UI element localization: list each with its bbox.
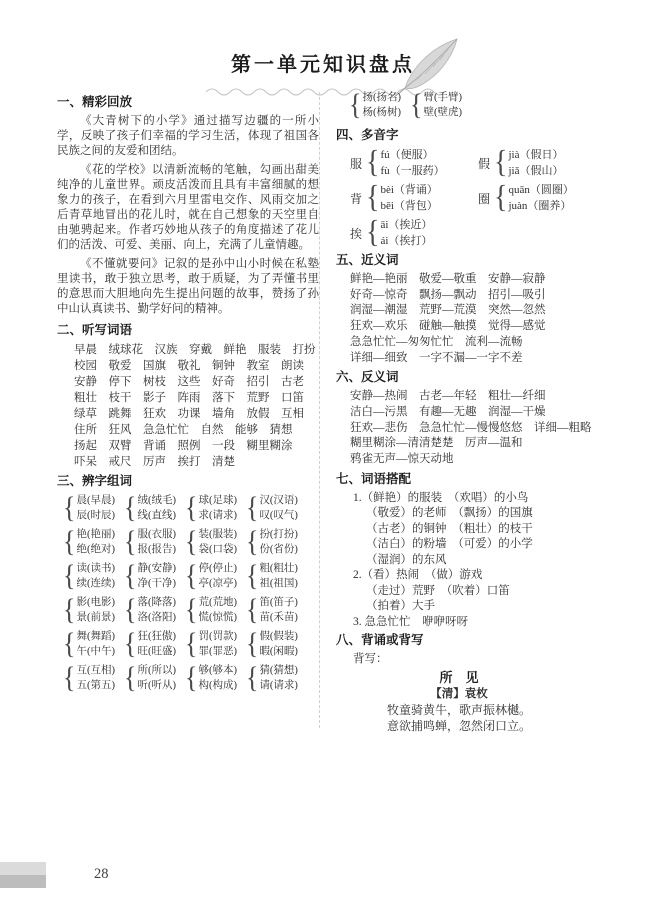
brace-icon: { [123, 593, 137, 626]
char-group [185, 663, 237, 693]
synonym-line: 急急忙忙—匆匆忙忙 流利—流畅 [350, 335, 523, 348]
column-divider [319, 92, 320, 728]
dictation-line: 扬起 双臂 背诵 照例 一段 糊里糊涂 [74, 440, 293, 452]
synonym-line: 详细—细致 一字不漏—一字不差 [350, 351, 523, 364]
char-entry: 亭(凉亭) [198, 578, 237, 589]
char-entry: 求(请求) [198, 510, 237, 521]
brace-icon: { [494, 180, 508, 215]
poem-lines [336, 702, 582, 734]
brace-icon: { [245, 525, 259, 558]
page-number: 28 [94, 866, 109, 882]
char-group [124, 561, 176, 591]
brace-icon: { [494, 145, 508, 180]
synonym-line: 狂欢—欢乐 碰触—触摸 觉得—感觉 [350, 320, 546, 333]
char-entry: 笛(笛子) [259, 597, 298, 608]
dictation-line: 绿草 跳舞 狂欢 功课 墙角 放假 互相 [74, 408, 304, 420]
polyphone-group [350, 182, 478, 214]
polyphone-reading: jià（假日） [508, 149, 564, 161]
dictation-line: 早晨 绒球花 汉族 穿戴 鲜艳 服装 打扮 [74, 344, 316, 356]
char-group [124, 493, 176, 523]
char-group [246, 561, 298, 591]
char-entry: 罪(罪恶) [198, 646, 237, 657]
char-group-entries [259, 561, 298, 591]
char-entry: 落(降落) [137, 597, 176, 608]
collocation-line: 1.（鲜艳）的服装 （欢唱）的小鸟 [353, 491, 529, 504]
char-entry: 叹(叹气) [259, 510, 298, 521]
brace-icon: { [63, 491, 76, 524]
brace-icon: { [63, 593, 76, 626]
char-entry: 构(构成) [198, 680, 237, 691]
brace-icon: { [123, 559, 137, 592]
char-group-entries [259, 629, 298, 659]
char-group-entries [259, 595, 298, 625]
antonym-list [336, 389, 612, 468]
char-entry: 假(假装) [259, 631, 298, 642]
char-group-row [63, 663, 319, 693]
char-group-entries [259, 493, 298, 523]
char-entry: 停(停止) [198, 563, 237, 574]
char-group-entries [137, 527, 176, 557]
polyphone-char: 背 [350, 191, 363, 206]
char-group [185, 561, 237, 591]
char-entry: 袋(口袋) [198, 544, 237, 555]
char-entry: 服(衣服) [137, 529, 176, 540]
brace-icon: { [184, 491, 198, 524]
polyphone-readings [380, 147, 444, 179]
brace-icon: { [366, 145, 380, 180]
char-group-entries [259, 663, 298, 693]
polyphone-group [478, 182, 574, 214]
brace-icon: { [409, 88, 423, 121]
char-entry: 续(连续) [76, 578, 115, 589]
brace-icon: { [123, 491, 137, 524]
char-entry: 静(安静) [137, 563, 176, 574]
char-entry: 份(省份) [259, 544, 298, 555]
brace-icon: { [184, 661, 198, 694]
brace-icon: { [123, 661, 137, 694]
char-entry: 互(互相) [76, 665, 115, 676]
page-title: 第一单元知识盘点 [231, 54, 415, 76]
collocation-line: （敬爱）的老师 （飘扬）的国旗 [366, 507, 533, 520]
char-group-entries [76, 561, 115, 591]
polyphone-reading: juàn（圈养） [508, 200, 572, 212]
section-heading-dictation: 二、听写词语 [57, 323, 133, 337]
char-group [63, 595, 115, 625]
polyphone-reading: āi（挨近） [380, 219, 433, 231]
collocation-line: （洁白）的粉墙 （可爱）的小学 [366, 538, 533, 551]
section-heading-collocations: 七、词语搭配 [336, 471, 412, 486]
char-entry: 祖(祖国) [259, 578, 298, 589]
polyphone-group [478, 147, 563, 179]
dictation-line: 校园 敬爱 国旗 敬礼 铜钟 教室 朗读 [74, 360, 304, 372]
antonym-line: 鸦雀无声—惊天动地 [350, 453, 454, 466]
polyphone-row [350, 147, 612, 179]
char-entry: 汉(汉语) [259, 495, 298, 506]
polyphone-row [350, 182, 612, 214]
polyphone-readings [380, 182, 437, 214]
dictation-word-list [57, 342, 319, 470]
char-group [185, 595, 237, 625]
polyphone-group [350, 147, 478, 179]
char-entry: 暇(闲暇) [259, 646, 298, 657]
section-heading-char-groups: 三、辨字组词 [57, 474, 133, 488]
char-entry: 线(直线) [137, 510, 176, 521]
dictation-line: 安静 停下 树枝 这些 好奇 招引 古老 [74, 376, 304, 388]
char-entry: 晨(早晨) [76, 495, 115, 506]
char-group-entries [76, 663, 115, 693]
brace-icon: { [184, 627, 198, 660]
brace-icon: { [245, 627, 259, 660]
char-group-entries [76, 629, 115, 659]
char-group-entries [198, 493, 237, 523]
section-heading-polyphones: 四、多音字 [336, 128, 399, 142]
collocation-line: 2.（看）热闹 （做）游戏 [353, 569, 483, 582]
polyphone-reading: quān（圆圈） [508, 184, 574, 196]
char-group-entries [137, 595, 176, 625]
section-heading-synonyms: 五、近义词 [336, 253, 399, 267]
collocation-list [336, 491, 612, 631]
char-entry: 球(足球) [198, 495, 237, 506]
char-entry: 猜(猜想) [259, 665, 298, 676]
char-entry: 报(报告) [137, 544, 176, 555]
char-entry: 艳(艳丽) [76, 529, 115, 540]
char-group-entries [137, 493, 176, 523]
char-group [185, 629, 237, 659]
char-entry: 舞(舞蹈) [76, 631, 115, 642]
brace-icon: { [184, 593, 198, 626]
char-group [185, 493, 237, 523]
char-group [246, 663, 298, 693]
synonym-line: 好奇—惊奇 飘扬—飘动 招引—吸引 [350, 288, 546, 301]
char-entry: 慌(惊慌) [198, 612, 237, 623]
char-entry: 读(读书) [76, 563, 115, 574]
brace-icon: { [123, 627, 137, 660]
char-group-entries [259, 527, 298, 557]
char-group [246, 595, 298, 625]
char-group [246, 527, 298, 557]
collocation-line: （拍着）大手 [366, 600, 435, 613]
char-group-entries [198, 663, 237, 693]
char-entry: 午(中午) [76, 646, 115, 657]
char-discrimination-rows [57, 493, 319, 693]
synonym-line: 鲜艳—艳丽 敬爱—敬重 安静—寂静 [350, 273, 546, 285]
antonym-line: 狂欢—悲伤 急急忙忙—慢慢悠悠 详细—粗略 [350, 421, 592, 434]
collocation-line: （古老）的铜钟 （粗壮）的枝干 [366, 522, 533, 535]
char-entry: 够(够本) [198, 665, 237, 676]
brace-icon: { [123, 525, 137, 558]
page-corner-tab [0, 862, 46, 888]
char-entry: 所(所以) [137, 665, 176, 676]
poem [336, 670, 612, 734]
feather-icon [394, 36, 464, 98]
poem-line: 牧童骑黄牛，歌声振林樾。 [386, 702, 531, 717]
unit-summary [57, 114, 319, 317]
char-entry: 听(听从) [137, 680, 176, 691]
char-group-entries [362, 90, 401, 120]
char-entry: 景(前景) [76, 612, 115, 623]
recite-label: 背写： [353, 653, 388, 666]
polyphone-reading: bēi（背包） [380, 200, 438, 212]
brace-icon: { [184, 559, 198, 592]
dictation-line: 吓呆 戒尺 厉声 挨打 清楚 [74, 456, 235, 468]
char-group-entries [198, 527, 237, 557]
antonym-line: 安静—热闹 古老—年轻 粗壮—纤细 [350, 390, 546, 403]
polyphone-readings [380, 217, 432, 249]
collocation-line: （湿润）的东风 [366, 553, 447, 566]
corner-tab-light [0, 862, 46, 875]
brace-icon: { [184, 525, 198, 558]
char-entry: 荒(荒地) [198, 597, 237, 608]
char-group-row [63, 493, 319, 523]
brace-icon: { [366, 215, 380, 250]
polyphone-reading: bèi（背诵） [380, 184, 438, 196]
section-heading-recitation: 八、背诵或背写 [336, 633, 424, 648]
collocation-line: 3. 急急忙忙 咿咿呀呀 [353, 615, 468, 628]
char-group [185, 527, 237, 557]
char-entry: 旺(旺盛) [137, 646, 176, 657]
char-group [410, 90, 462, 120]
char-group-row [63, 629, 319, 659]
char-group [63, 629, 115, 659]
char-entry: 苗(禾苗) [259, 612, 298, 623]
dictation-line: 粗壮 枝干 影子 阵雨 落下 荒野 口笛 [74, 392, 304, 404]
char-entry: 臂(手臂) [423, 92, 462, 103]
right-column [336, 90, 612, 734]
synonym-line: 润湿—潮湿 荒野—荒漠 突然—忽然 [350, 304, 546, 317]
char-entry: 扮(打扮) [259, 529, 298, 540]
polyphone-row [350, 217, 612, 249]
brace-icon: { [245, 593, 259, 626]
char-group-row [63, 561, 319, 591]
polyphone-readings [508, 182, 573, 214]
brace-icon: { [349, 88, 362, 121]
brace-icon: { [63, 525, 76, 558]
char-group-entries [137, 663, 176, 693]
char-group-row [63, 595, 319, 625]
polyphone-reading: fú（便服） [380, 149, 434, 161]
char-entry: 壁(壁虎) [423, 107, 462, 118]
synonym-list [336, 272, 612, 366]
char-group-entries [423, 90, 462, 120]
polyphone-reading: ái（挨打） [380, 235, 433, 247]
brace-icon: { [245, 661, 259, 694]
left-column [57, 95, 319, 697]
char-group [246, 493, 298, 523]
char-entry: 净(干净) [137, 578, 176, 589]
char-entry: 粗(粗壮) [259, 563, 298, 574]
polyphone-char: 圈 [478, 191, 491, 206]
char-entry: 五(第五) [76, 680, 115, 691]
char-group [349, 90, 401, 120]
antonym-line: 糊里糊涂—清清楚楚 厉声—温和 [350, 437, 523, 450]
char-group [124, 629, 176, 659]
antonym-line: 洁白—污黑 有趣—无趣 润湿—干燥 [350, 405, 546, 418]
section-heading-antonyms: 六、反义词 [336, 370, 399, 385]
char-group-entries [76, 527, 115, 557]
char-entry: 狂(狂傲) [137, 631, 176, 642]
poem-title: 所 见 [439, 669, 479, 685]
char-group [63, 561, 115, 591]
polyphone-reading: jiǎ（假山） [508, 165, 564, 177]
char-group-row [63, 527, 319, 557]
polyphone-char: 挨 [350, 226, 363, 241]
polyphone-rows [336, 147, 612, 249]
char-group [124, 663, 176, 693]
brace-icon: { [63, 661, 76, 694]
poem-line: 意欲捕鸣蝉，忽然闭口立。 [386, 718, 531, 733]
char-entry: 罚(罚款) [198, 631, 237, 642]
char-entry: 扬(扬名) [362, 92, 401, 103]
char-group [124, 527, 176, 557]
char-group [246, 629, 298, 659]
char-entry: 影(电影) [76, 597, 115, 608]
char-group-entries [198, 595, 237, 625]
char-group [124, 595, 176, 625]
polyphone-char: 服 [350, 156, 363, 171]
char-entry: 绒(绒毛) [137, 495, 176, 506]
char-group-entries [198, 629, 237, 659]
poem-author: 【清】袁枚 [430, 687, 488, 700]
char-entry: 请(请求) [259, 680, 298, 691]
char-group-entries [137, 561, 176, 591]
summary-paragraph: 《花的学校》以清新流畅的笔触，勾画出甜美纯净的儿童世界。顽皮活泼而且具有丰富细腻的想象力的孩子，在看到六月里雷电交作、风雨交加之后青草地冒出的花儿时，就在自己想象的天空里自由驰骋起来。作者巧妙地从孩子的角度描述了花儿们的活泼、可爱、美丽、向上，充满了儿童情趣。 [57, 164, 319, 251]
char-group-entries [76, 595, 115, 625]
char-entry: 洛(洛阳) [137, 612, 176, 623]
char-entry: 杨(杨树) [362, 107, 401, 118]
char-entry: 装(服装) [198, 529, 237, 540]
char-discrimination-continued [336, 90, 612, 120]
brace-icon: { [245, 491, 259, 524]
char-group [63, 663, 115, 693]
brace-icon: { [63, 559, 76, 592]
corner-tab-dark [0, 875, 46, 888]
polyphone-reading: fù（一服药） [380, 165, 445, 177]
char-group [63, 527, 115, 557]
brace-icon: { [245, 559, 259, 592]
summary-paragraph: 《不懂就要问》记叙的是孙中山小时候在私塾里读书，敢于独立思考，敢于质疑，为了弄懂书里的意思而大胆地向先生提出问题的故事，赞扬了孙中山认真读书、勤学好问的精神。 [57, 258, 319, 315]
brace-icon: { [63, 627, 76, 660]
summary-paragraph: 《大青树下的小学》通过描写边疆的一所小学，反映了孩子们幸福的学习生活，体现了祖国各民族之间的友爱和团结。 [57, 115, 319, 157]
char-entry: 绝(绝对) [76, 544, 115, 555]
polyphone-char: 假 [478, 156, 491, 171]
polyphone-group [350, 217, 478, 249]
section-heading-review: 一、精彩回放 [57, 95, 133, 109]
dictation-line: 住所 狂风 急急忙忙 自然 能够 猜想 [74, 424, 293, 436]
char-group-entries [137, 629, 176, 659]
char-group [63, 493, 115, 523]
char-entry: 辰(时辰) [76, 510, 115, 521]
char-group-entries [198, 561, 237, 591]
brace-icon: { [366, 180, 380, 215]
polyphone-readings [508, 147, 563, 179]
char-group-entries [76, 493, 115, 523]
collocation-line: （走过）荒野 （吹着）口笛 [366, 584, 510, 597]
